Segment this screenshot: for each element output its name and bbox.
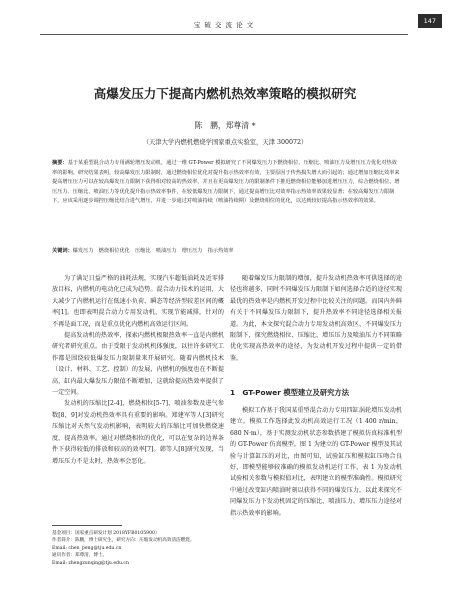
section-heading: 1 GT-Power 模型建立及研究方法 — [230, 388, 350, 397]
page-number: 147 — [418, 14, 442, 28]
paragraph: 模拟工作基于我国某重型混合动力专用四缸涡轮增压发动机建立。模拟工作选择此发动机高效运行工况（1 400 r/min，680 N·m），基于实测发动机状态参数搭建了模拟仿真标准机型的 GT-Power 仿真模型。图 1 为建立的 GT-Power 模型及其试验与计算缸压的对比，由图可知，试验缸压和模拟缸压吻合良好，即模型能够较准确的模拟发动机运行工作，表 1 为发动机试验相关参数与模拟值对比，表明建立的模型准确性。模拟研究中通过改变缸内喷油时刻以获得不同的爆发压力，以此来探究不同爆发压力下发动机固定的压缩比、喷油压力、增压压力途径对指示热效率的影响。 — [230, 407, 402, 517]
keywords-text: 爆发压力 燃烧相位优化 压缩比 喷油压力 增压压力 指示热效率 — [72, 248, 234, 254]
paragraph: 提高发动机的热效率，探索内燃机极限热效率一直是内燃机研究者研究重点。由于受限于发动机机体强度，以往许多研究工作都是围绕较低爆发压力限制量来开展研究。随着内燃机技术（设计、材料、工艺、控制）的发展，内燃机的强度也在不断提高，缸内最大爆发压力限值不断增加，这就给提高热效率提供了一定空间。 — [52, 332, 224, 397]
footnote-line: Email: zhengzunqing@tju.edu.cn — [52, 560, 129, 566]
affiliation: （天津大学内燃机燃烧学国家重点实验室，天津 300072） — [142, 139, 308, 146]
paragraph: 随着爆发压力限制的增加，提升发动机热效率可供选择的途径也将越多，同时不同爆发压力限制下如何选择合适的途径实现最优的热效率是内燃机开发过程中比较关注的问题。而国内外鲜有关于不同爆发压力限制下，提升热效率不同途径选择相关报道。为此，本文探究混合动力专用发动机高效区、不同爆发压力限制下，探究燃烧相位、压缩比、增压压力及喷油压力不同策略优化实现高热效率的途径，为发动机开发过程中提供一定的借鉴。 — [230, 275, 402, 362]
footnote-divider — [52, 525, 122, 526]
keywords-label: 关键词： — [52, 248, 73, 254]
paragraph: 发动机的压缩比[2-4]、燃烧相位[5-7]、喷油参数及进气参数[8，9]对发动机热效率具有重要的影响。郑建军等人[3]研究压缩比对天然气发动机影响，表明较大的压缩比可加快燃烧速度，提高热效率。通过对燃烧相位的优化，可以在复杂的边界条件下获得较低的排放和较高的效率[7]。韩等人[8]研究发现，当增压压力不是太时，热效率会恶化。 — [52, 400, 224, 465]
author-list: 陈 鹏，郑尊清 * — [194, 121, 256, 130]
footnotes — [52, 530, 224, 567]
journal-section-name: 宝 破 交 流 论 文 — [193, 21, 255, 29]
abstract — [52, 159, 400, 207]
running-header — [40, 12, 436, 35]
keywords — [52, 247, 400, 256]
footnote-line: Email: chen_peng@tju.edu.cn — [52, 545, 122, 551]
footnote-line: 通讯作者：郑尊清，博士。 — [52, 553, 108, 559]
abstract-text: 基于某重型混合动力专用满轮增压发动机，通过一维 GT-Power 模拟研究了不同爆发压力下燃烧相位、压缩比、喷油压力及增压压力优化对热效率的影响。研究结果表明，较高爆发压力限制时，通过燃烧相位优化对提升指示热效率有效，主要原因于传热损失增大而引起的；通过增加压缩比效率来提高增压压力可以在较高爆发压力限制下获得相对较高的热效率，并且在更高爆发压力的限制条件下推迟燃烧相位能够加进增压压力，综合燃烧相位、增压压力、压缩比、喷油压力等优化提升指示热效率事件，在较低爆发压力限制下，通过提高增压比对效率指示热效率效果较显著；在较高爆发压力限制下，应该采用逐步调控压缩比结合进气增压，并进一步通过对喷油持续（喷油持续期）及燃烧相位的优化，以达到较好提高指示热效率的效果。 — [52, 160, 400, 205]
left-column — [52, 273, 224, 467]
right-column — [230, 273, 402, 364]
footnote-line: 基金项目：国家重点研发计划 2018YFB0105900） — [52, 531, 160, 536]
right-column-section-body — [230, 405, 402, 519]
paper-title: 高爆发压力下提高内燃机热效率策略的模拟研究 — [93, 86, 357, 101]
paragraph: 为了满足日益严格的油耗法规，实现汽车超低油耗及近零排放目标，内燃机的电动化已成为趋势。混合动力技术的运用，大大减少了内燃机运行在低速小负荷、瞬态等经济型较差区间的概率[1]。也即表明混合动力专用发动机，实现节能减排，针对的不再是面工况，而是重点优化内燃机高效运行区间。 — [52, 275, 224, 328]
footnote-line: 作者简介：陈鹏，博士研究生，研究方向：压缩发动机高效清洁燃烧。 — [52, 538, 195, 544]
abstract-label: 摘要： — [52, 160, 68, 166]
